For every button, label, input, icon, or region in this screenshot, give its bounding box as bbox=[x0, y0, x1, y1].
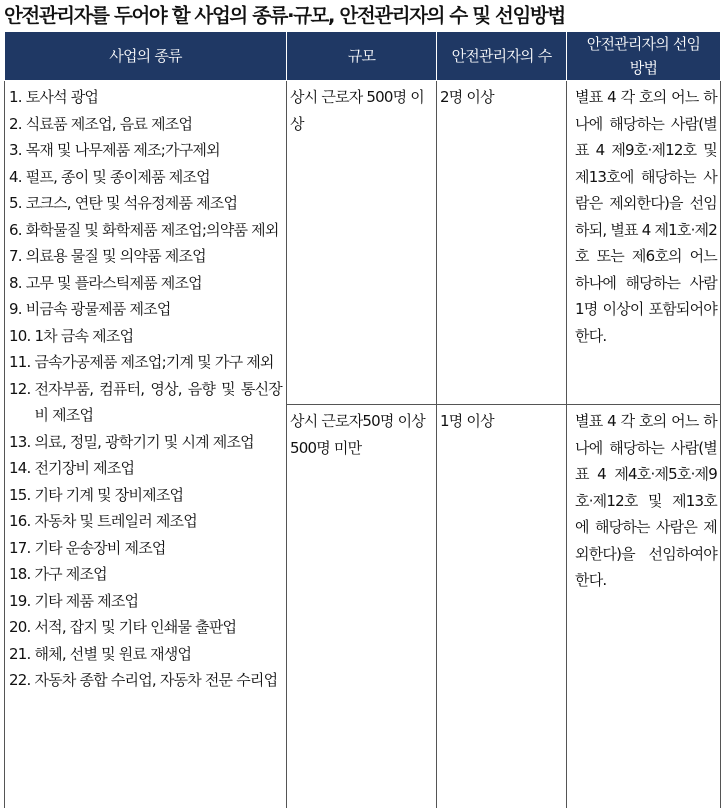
scale-cell bbox=[287, 81, 437, 405]
list-item bbox=[9, 482, 282, 509]
list-item-number: 12. bbox=[9, 376, 30, 429]
list-item bbox=[9, 667, 282, 694]
list-item-number: 6. bbox=[9, 217, 22, 244]
list-item bbox=[9, 508, 282, 535]
list-item-number: 17. bbox=[9, 535, 30, 562]
business-kinds-list bbox=[9, 84, 282, 694]
list-item bbox=[9, 217, 282, 244]
list-item bbox=[9, 614, 282, 641]
header-kinds: 사업의 종류 bbox=[5, 32, 287, 81]
list-item bbox=[9, 349, 282, 376]
list-item-number: 19. bbox=[9, 588, 30, 615]
list-item bbox=[9, 164, 282, 191]
list-item-text: 펄프, 종이 및 종이제품 제조업 bbox=[26, 164, 282, 191]
list-item-text: 식료품 제조업, 음료 제조업 bbox=[26, 111, 282, 138]
list-item-text: 토사석 광업 bbox=[26, 84, 282, 111]
list-item bbox=[9, 376, 282, 429]
method-text: 별표 4 각 호의 어느 하나에 해당하는 사람(별표 4 제4호·제5호·제9호·제12호 및 제13호에 해당하는 사람은 제외한다)을 선임하여야 한다. bbox=[575, 408, 717, 594]
list-item-text: 1차 금속 제조업 bbox=[34, 323, 282, 350]
list-item-number: 4. bbox=[9, 164, 22, 191]
list-item-number: 9. bbox=[9, 296, 22, 323]
header-method-line2: 방법 bbox=[630, 59, 657, 77]
header-method bbox=[567, 32, 721, 81]
list-item-text: 해체, 선별 및 원료 재생업 bbox=[34, 641, 282, 668]
list-item-number: 13. bbox=[9, 429, 30, 456]
list-item-number: 10. bbox=[9, 323, 30, 350]
count-text: 2명 이상 bbox=[440, 84, 563, 111]
list-item-text: 의료용 물질 및 의약품 제조업 bbox=[26, 243, 282, 270]
list-item-text: 화학물질 및 화학제품 제조업;의약품 제외 bbox=[26, 217, 282, 244]
list-item bbox=[9, 111, 282, 138]
list-item bbox=[9, 84, 282, 111]
list-item-number: 14. bbox=[9, 455, 30, 482]
list-item-number: 5. bbox=[9, 190, 22, 217]
count-text: 1명 이상 bbox=[440, 408, 563, 435]
list-item bbox=[9, 270, 282, 297]
count-cell bbox=[437, 405, 567, 808]
list-item-text: 가구 제조업 bbox=[34, 561, 282, 588]
method-text: 별표 4 각 호의 어느 하나에 해당하는 사람(별표 4 제9호·제12호 및 제13호에 해당하는 사람은 제외한다)을 선임하되, 별표 4 제1호·제2호 또는 제6호의 어느 하나에 해당하는 사람 1명 이상이 포함되어야 한다. bbox=[575, 84, 717, 349]
list-item bbox=[9, 296, 282, 323]
list-item bbox=[9, 455, 282, 482]
list-item bbox=[9, 429, 282, 456]
list-item-text: 기타 제품 제조업 bbox=[34, 588, 282, 615]
scale-text: 상시 근로자 500명 이상 bbox=[290, 84, 433, 137]
safety-manager-table bbox=[4, 31, 721, 808]
list-item-text: 의료, 정밀, 광학기기 및 시계 제조업 bbox=[34, 429, 282, 456]
list-item-number: 1. bbox=[9, 84, 22, 111]
list-item bbox=[9, 137, 282, 164]
list-item-text: 목재 및 나무제품 제조;가구제외 bbox=[26, 137, 282, 164]
scale-text: 상시 근로자50명 이상 500명 미만 bbox=[290, 408, 433, 461]
method-cell bbox=[567, 405, 721, 808]
list-item-number: 3. bbox=[9, 137, 22, 164]
count-cell bbox=[437, 81, 567, 405]
list-item-text: 비금속 광물제품 제조업 bbox=[26, 296, 282, 323]
table-row bbox=[5, 81, 721, 405]
list-item-text: 금속가공제품 제조업;기계 및 가구 제외 bbox=[34, 349, 282, 376]
list-item-number: 22. bbox=[9, 667, 30, 694]
list-item bbox=[9, 243, 282, 270]
list-item-number: 15. bbox=[9, 482, 30, 509]
table-header-row bbox=[5, 32, 721, 81]
header-scale: 규모 bbox=[287, 32, 437, 81]
business-kinds-cell bbox=[5, 81, 287, 808]
list-item-number: 7. bbox=[9, 243, 22, 270]
list-item-text: 전기장비 제조업 bbox=[34, 455, 282, 482]
list-item-text: 자동차 종합 수리업, 자동차 전문 수리업 bbox=[34, 667, 282, 694]
method-cell bbox=[567, 81, 721, 405]
list-item-text: 기타 기계 및 장비제조업 bbox=[34, 482, 282, 509]
list-item-number: 2. bbox=[9, 111, 22, 138]
list-item-text: 고무 및 플라스틱제품 제조업 bbox=[26, 270, 282, 297]
list-item bbox=[9, 535, 282, 562]
list-item-number: 18. bbox=[9, 561, 30, 588]
list-item-number: 20. bbox=[9, 614, 30, 641]
list-item-number: 21. bbox=[9, 641, 30, 668]
list-item bbox=[9, 588, 282, 615]
header-count: 안전관리자의 수 bbox=[437, 32, 567, 81]
list-item bbox=[9, 323, 282, 350]
list-item bbox=[9, 561, 282, 588]
header-method-line1: 안전관리자의 선임 bbox=[587, 35, 701, 53]
list-item-number: 11. bbox=[9, 349, 30, 376]
list-item-text: 전자부품, 컴퓨터, 영상, 음향 및 통신장비 제조업 bbox=[34, 376, 282, 429]
scale-cell bbox=[287, 405, 437, 808]
list-item bbox=[9, 190, 282, 217]
list-item bbox=[9, 641, 282, 668]
list-item-text: 자동차 및 트레일러 제조업 bbox=[34, 508, 282, 535]
page-title: 안전관리자를 두어야 할 사업의 종류·규모, 안전관리자의 수 및 선임방법 bbox=[4, 2, 723, 30]
list-item-number: 8. bbox=[9, 270, 22, 297]
list-item-text: 코크스, 연탄 및 석유정제품 제조업 bbox=[26, 190, 282, 217]
list-item-number: 16. bbox=[9, 508, 30, 535]
list-item-text: 기타 운송장비 제조업 bbox=[34, 535, 282, 562]
list-item-text: 서적, 잡지 및 기타 인쇄물 출판업 bbox=[34, 614, 282, 641]
